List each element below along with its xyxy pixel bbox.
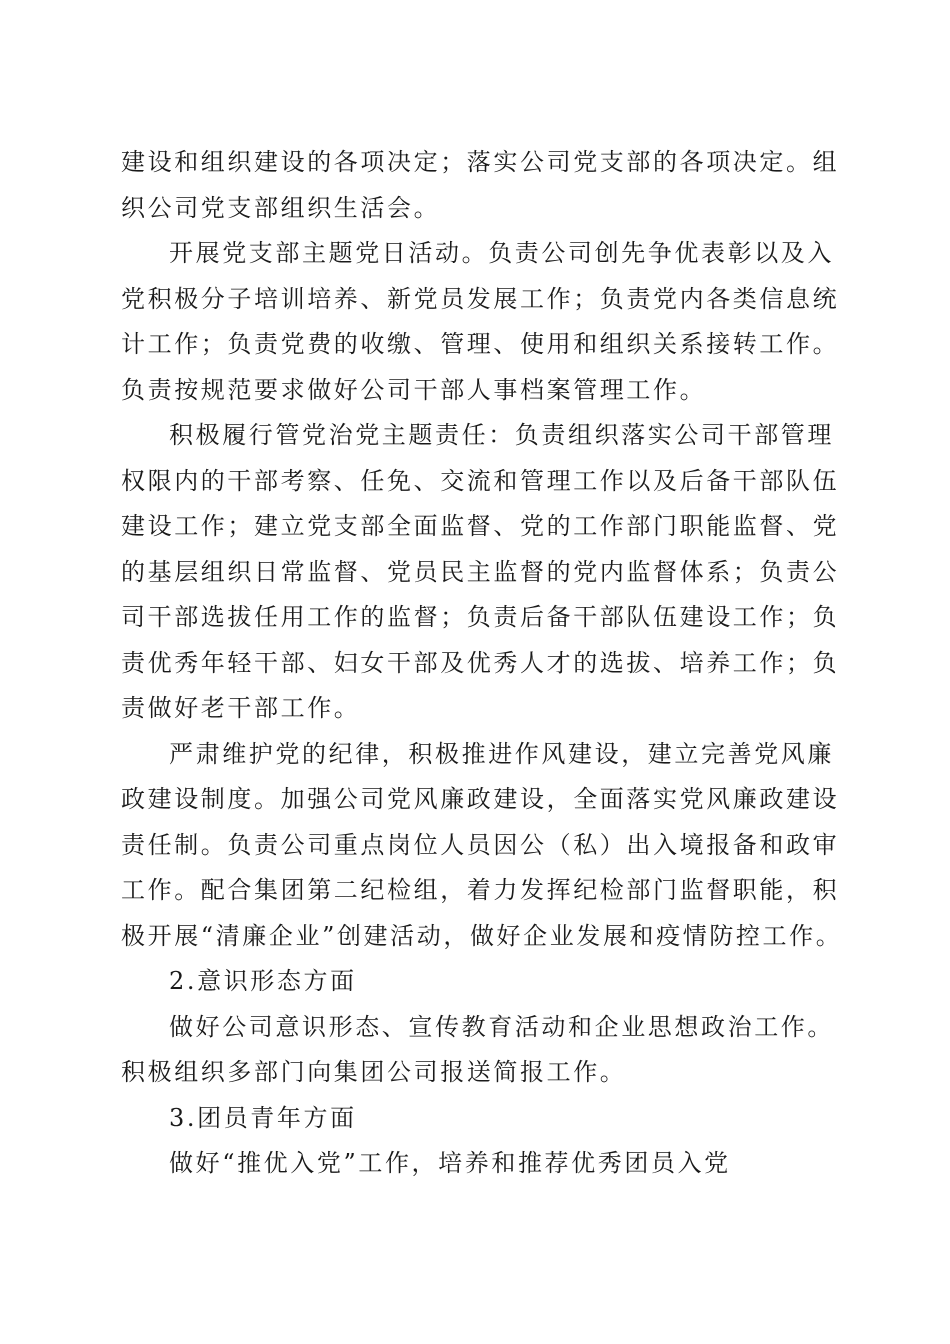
- paragraph-4: [121, 732, 843, 960]
- text-line: 工作。配合集团第二纪检组，着力发挥纪检部门监督职能，积: [121, 876, 840, 904]
- paragraph-3: [121, 413, 840, 732]
- text-line: 建设工作；建立党支部全面监督、党的工作部门职能监督、党: [121, 512, 840, 540]
- text-line: 党积极分子培训培养、新党员发展工作；负责党内各类信息统: [121, 284, 840, 313]
- text-line: 的基层组织日常监督、党员民主监督的党内监督体系；负责公: [121, 557, 840, 586]
- text-line: 政建设制度。加强公司党风廉政建设，全面落实党风廉政建设: [121, 785, 840, 813]
- paragraph-1: [121, 140, 840, 231]
- text-line: 负责按规范要求做好公司干部人事档案管理工作。: [121, 375, 707, 404]
- paragraph-5: [121, 1005, 834, 1096]
- section-heading-ideology: [121, 959, 825, 1005]
- text-line: 做好“推优入党”工作，培养和推荐优秀团员入党: [169, 1149, 731, 1177]
- paragraph-2: [121, 231, 840, 413]
- section-heading-youth: [121, 1096, 825, 1142]
- text-line: 积极履行管党治党主题责任：负责组织落实公司干部管理: [169, 421, 834, 449]
- text-line: 积极组织多部门向集团公司报送简报工作。: [121, 1058, 627, 1086]
- text-line: 建设和组织建设的各项决定；落实公司党支部的各项决定。组: [121, 148, 840, 176]
- heading-text: 2.意识形态方面: [169, 967, 357, 995]
- text-line: 极开展“清廉企业”创建活动，做好企业发展和疫情防控工作。: [121, 921, 843, 950]
- text-line: 严肃维护党的纪律，积极推进作风建设，建立完善党风廉: [169, 739, 834, 768]
- text-line: 计工作；负责党费的收缴、管理、使用和组织关系接转工作。: [121, 330, 840, 358]
- text-line: 责任制。负责公司重点岗位人员因公（私）出入境报备和政审: [121, 830, 840, 859]
- text-line: 权限内的干部考察、任免、交流和管理工作以及后备干部队伍: [121, 466, 840, 495]
- paragraph-6: [121, 1141, 825, 1187]
- text-line: 做好公司意识形态、宣传教育活动和企业思想政治工作。: [169, 1012, 834, 1041]
- document-body: [121, 140, 843, 1187]
- text-line: 责做好老干部工作。: [121, 694, 361, 722]
- heading-text: 3.团员青年方面: [169, 1103, 357, 1132]
- text-line: 司干部选拔任用工作的监督；负责后备干部队伍建设工作；负: [121, 603, 840, 631]
- text-line: 责优秀年轻干部、妇女干部及优秀人才的选拔、培养工作；负: [121, 648, 840, 677]
- text-line: 开展党支部主题党日活动。负责公司创先争优表彰以及入: [169, 239, 834, 267]
- text-line: 织公司党支部组织生活会。: [121, 193, 441, 222]
